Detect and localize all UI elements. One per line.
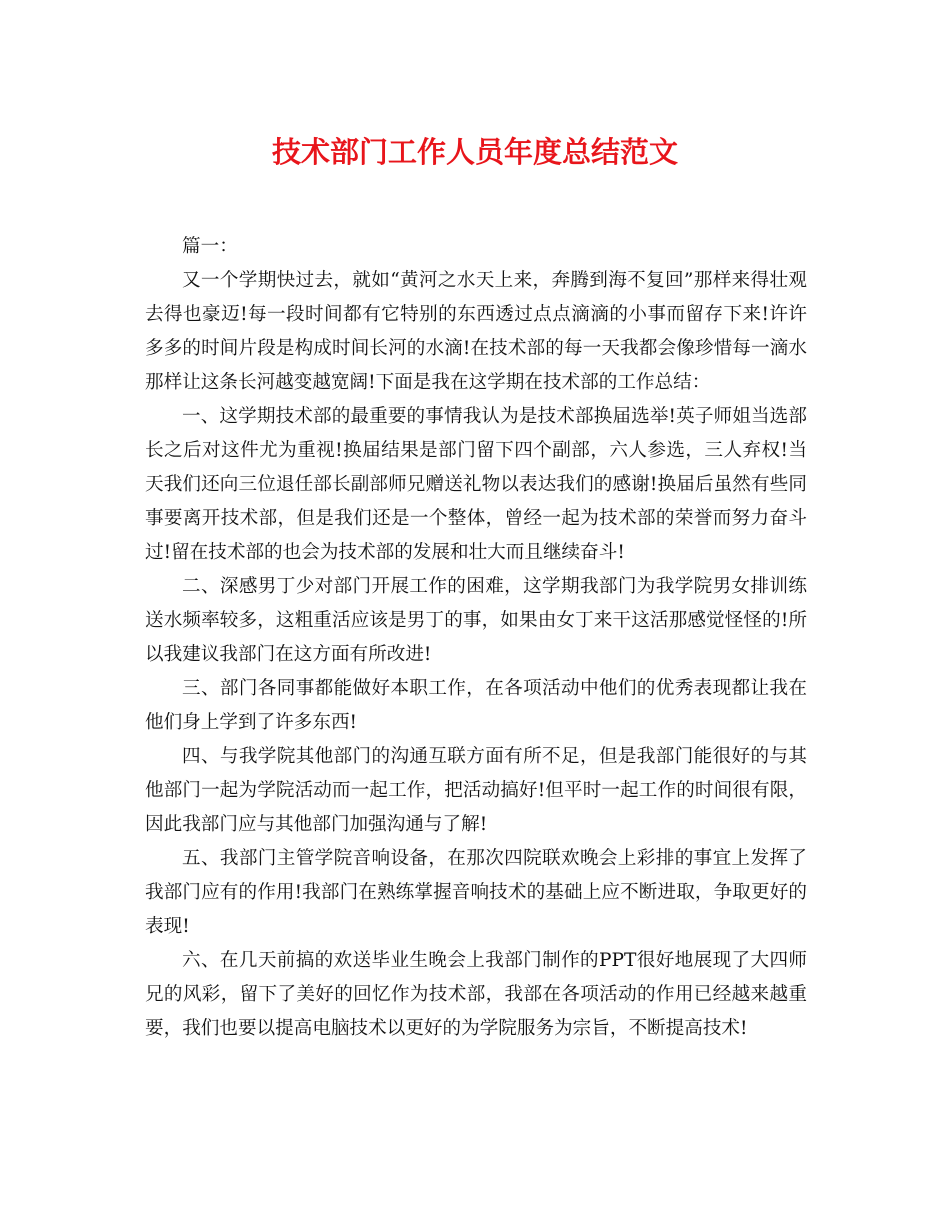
paragraph-point-5: 五、我部门主管学院音响设备，在那次四院联欢晚会上彩排的事宜上发挥了我部门应有的作用!我部门在熟练掌握音响技术的基础上应不断进取，争取更好的表现! <box>145 848 807 937</box>
paragraph-point-4: 四、与我学院其他部门的沟通互联方面有所不足，但是我部门能很好的与其他部门一起为学院活动而一起工作，把活动搞好!但平时一起工作的时间很有限，因此我部门应与其他部门加强沟通与了解! <box>145 746 807 835</box>
document-body <box>145 230 807 1046</box>
paragraph-point-2: 二、深感男丁少对部门开展工作的困难，这学期我部门为我学院男女排训练送水频率较多，这粗重活应该是男丁的事，如果由女丁来干这活那感觉怪怪的!所以我建议我部门在这方面有所改进! <box>145 576 807 665</box>
paragraph-point-1: 一、这学期技术部的最重要的事情我认为是技术部换届选举!英子师姐当选部长之后对这件尤为重视!换届结果是部门留下四个副部，六人参选，三人弃权!当天我们还向三位退任部长副部师兄赠送礼物以表达我们的感谢!换届后虽然有些同事要离开技术部，但是我们还是一个整体，曾经一起为技术部的荣誉而努力奋斗过!留在技术部的也会为技术部的发展和壮大而且继续奋斗! <box>145 406 807 563</box>
paragraph-point-6: 六、在几天前搞的欢送毕业生晚会上我部门制作的PPT很好地展现了大四师兄的风彩，留下了美好的回忆作为技术部，我部在各项活动的作用已经越来越重要，我们也要以提高电脑技术以更好的为学院服务为宗旨，不断提高技术! <box>145 950 807 1039</box>
paragraph-section-heading: 篇一： <box>182 236 238 257</box>
paragraph-intro: 又一个学期快过去，就如“黄河之水天上来，奔腾到海不复回”那样来得壮观去得也豪迈!每一段时间都有它特别的东西透过点点滴滴的小事而留存下来!许许多多的时间片段是构成时间长河的水滴!在技术部的每一天我都会像珍惜每一滴水那样让这条长河越变越宽阔!下面是我在这学期在技术部的工作总结： <box>145 270 807 393</box>
document-title: 技术部门工作人员年度总结范文 <box>271 135 678 169</box>
paragraph-point-3: 三、部门各同事都能做好本职工作，在各项活动中他们的优秀表现都让我在他们身上学到了许多东西! <box>145 678 807 733</box>
